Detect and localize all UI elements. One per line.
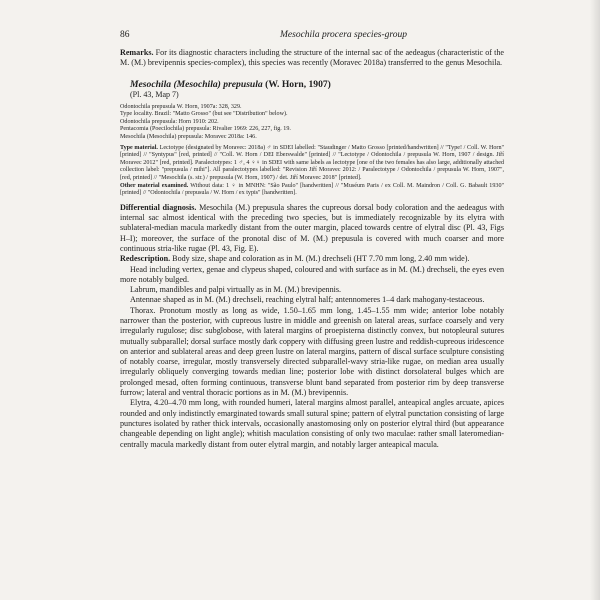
other-material-label: Other material examined.	[120, 182, 189, 189]
page-body	[120, 48, 504, 450]
synonymy-entry: Type locality. Brazil: "Matto Grosso" (but see "Distribution" below).	[120, 111, 288, 118]
remarks-paragraph	[120, 48, 504, 69]
species-author: (W. Horn, 1907)	[265, 78, 331, 90]
other-material-paragraph	[120, 183, 504, 198]
redescription-text: Body size, shape and coloration as in M. (M.) drechseli (HT 7.70 mm long, 2.40 mm wide).	[172, 254, 470, 264]
synonymy-list	[120, 104, 504, 142]
redescription-paragraph	[120, 254, 504, 264]
synonymy-entry: Odontochila prepusula W. Horn, 1907a: 328, 329.	[120, 103, 242, 110]
synonymy-entry: Mesochila (Mesochila) prepusula: Moravec 2018a: 146.	[120, 133, 257, 140]
redescription-label: Redescription.	[120, 254, 171, 264]
synonymy-entry: Pentacomia (Poecilochila) prepusula: Rivalier 1969: 226, 227, fig. 19.	[120, 126, 291, 133]
type-material-text: Lectotype (designated by Moravec: 2018a) ♂ in SDEI labelled: "Staudinger / Matto Grosso [printed/handwritten] // "Type! / Coll. W. Horn" [printed] // "Syntypus" [red, printed] // "Coll. W. Horn / DEI Eberswalde" [printed] // "Lectotype / Odontochila / prepusula W. Horn, 1907 / design. Jiří Moravec 2012" [red, printed]. Paralectotypes: 1 ♂, 4 ♀♀ in SDEI with same labels as lectotype [one of the two females has also large, additionally attached collection label: "prepusula / mihi"]. All paralectotypes labelled: "Revision Jiří Moravec 2012: / Paralectotype / Odontochila / prepusula W. Horn, 1907", [red, printed] // "Mesochila (s. str.) / prepusula (W. Horn, 1907) / det. Jiří Moravec 2018" [printed].	[120, 144, 504, 181]
type-material-label: Type material.	[120, 144, 158, 151]
head-paragraph: Head including vertex, genae and clypeus shaped, coloured and with surface as in M. (M.) drechseli, the eyes even more notably bulged.	[120, 264, 504, 284]
page-spine-shadow	[590, 0, 600, 600]
running-head: Mesochila procera species-group	[280, 30, 407, 40]
remarks-text: For its diagnostic characters including the structure of the internal sac of the aedeagus (characteristic of the M. (M.) brevipennis species-complex), this species was recently (Moravec 2018a) transferred to the genus Mesochila.	[120, 48, 504, 68]
labrum-paragraph: Labrum, mandibles and palpi virtually as in M. (M.) brevipennis.	[130, 285, 342, 295]
species-heading	[120, 79, 504, 90]
differential-diagnosis-paragraph	[120, 203, 504, 254]
other-material-text: Without data: 1 ♀ in MNHN: "São Paulo" [handwritten] // "Muséum Paris / ex Coll. M. Maindron / Coll. G. Babault 1930" [printed] // "Odontochila / prepusula / W. Horn / ex typis" [handwritten].	[120, 182, 504, 197]
elytra-paragraph: Elytra, 4.20–4.70 mm long, with rounded humeri, lateral margins almost parallel, anteapical angles arcuate, apices rounded and only indistinctly emarginated towards small sutural spine; pattern of elytral punctation consisting of large punctures isolated by rather thick intervals, occasionally anastomosing only on posterior elytral third (but appearance changeable depending on light angle); whitish maculation consisting of only two maculae: rather small lateromedian-centrally macula markedly distant from outer elytral margin, and notably larger anteapical macula.	[120, 398, 504, 449]
synonymy-entry: Odontochila prepusula: Horn 1910: 202.	[120, 118, 219, 125]
remarks-label: Remarks.	[120, 48, 154, 57]
antennae-paragraph: Antennae shaped as in M. (M.) drechseli, reaching elytral half; antennomeres 1–4 dark mahogany-testaceous.	[130, 295, 485, 305]
page-number: 86	[120, 30, 130, 40]
differential-diagnosis-label: Differential diagnosis.	[120, 202, 197, 212]
thorax-paragraph: Thorax. Pronotum mostly as long as wide, 1.50–1.65 mm long, 1.45–1.55 mm wide; anterior lobe notably narrower than the posterior, with cupreous lustre in middle and greenish on lateral areas, surface coarsely and very irregularly rugulose; disc subglobose, with lateral margins of proepisterna distinctly convex, but notopleural sutures mutually subparallel; dorsal surface mostly dark coppery with diffusing green lustre and reddish-cupreous iridescence on anterior and sublateral areas and deep green lustre on lateral margins, pattern of discal surface sculpture consisting of notably coarse, irregular, mostly transversely directed subparallel-wavy stria-like rugae, on median area usually irregularly obliquely converging towards median line; posterior lobe with distinct dorsolateral bulges which are prolonged mesad, often forming continuous, transverse blunt band separated from posterior rim by deep transverse furrow; lateral and ventral thoracic portions as in M. (M.) brevipennis.	[120, 305, 504, 398]
species-name: Mesochila (Mesochila) prepusula	[130, 78, 263, 90]
plate-map-reference: (Pl. 43, Map 7)	[130, 89, 179, 99]
differential-diagnosis-text: Mesochila (M.) prepusula shares the cupreous dorsal body coloration and the aedeagus with internal sac almost identical with the preceding two species, but is immediately recognizable by its elytra with sublateral-median macula markedly distant from the outer margin, placed towards centre of elytral disc (Pl. 43, Figs H–I); moreover, the surface of the pronotal disc of M. (M.) prepusula is covered with much coarser and more continuous stria-like rugae (Pl. 43, Fig. E).	[120, 202, 504, 253]
type-material-paragraph	[120, 145, 504, 183]
